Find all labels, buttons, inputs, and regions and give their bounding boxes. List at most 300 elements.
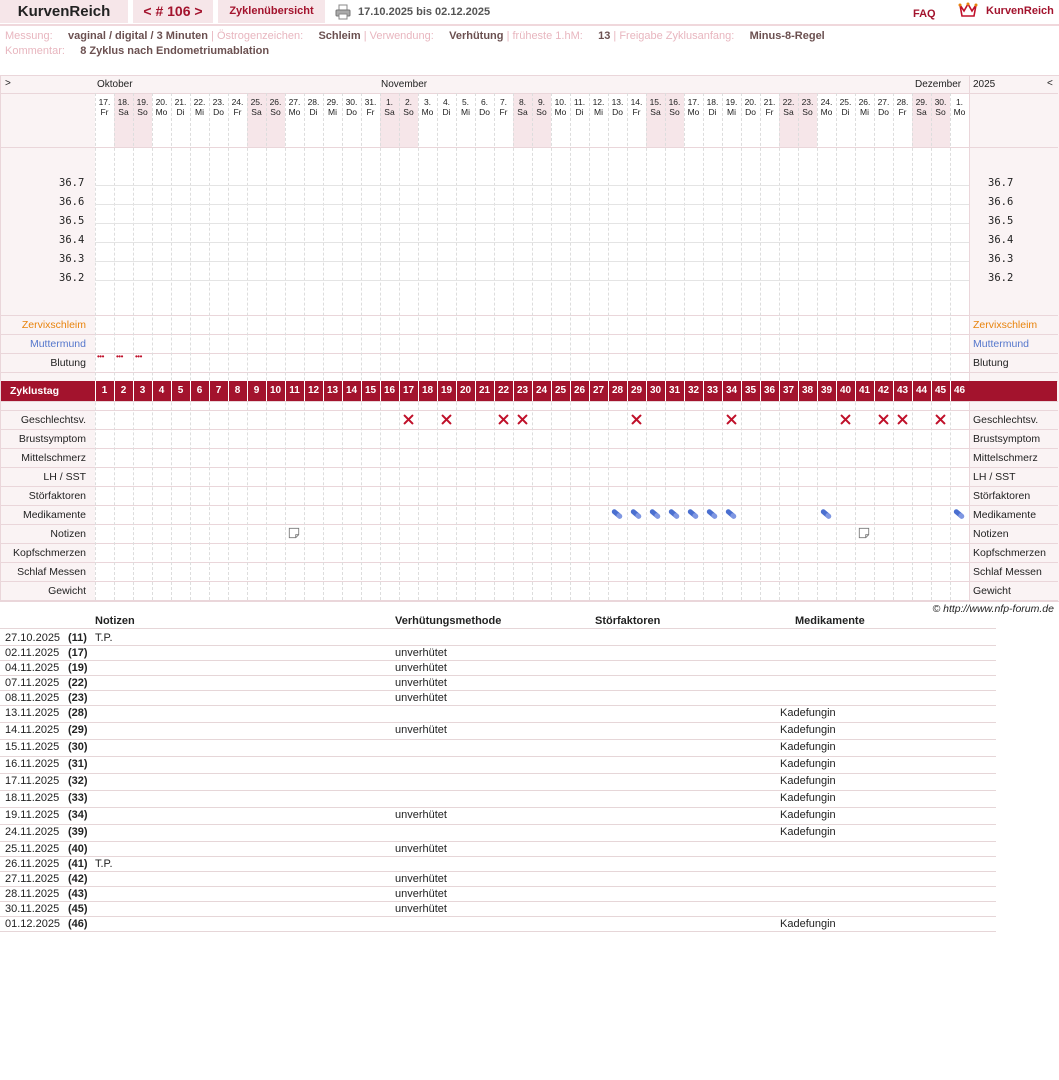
col-header-stoerfaktoren: Störfaktoren: [595, 615, 661, 627]
brand-title[interactable]: KurvenReich: [0, 0, 128, 23]
day-label: [304, 97, 323, 117]
day-weekday: Mi: [727, 107, 736, 117]
row-cycle-day: (17): [68, 647, 88, 659]
verwendung-label: Verwendung:: [369, 30, 434, 42]
row-label-right-geschlechtsv: Geschlechtsv.: [973, 414, 1039, 426]
day-date: 15.: [649, 97, 662, 107]
day-weekday: Sa: [783, 107, 794, 117]
column-line: [665, 93, 666, 600]
row-label-lh: LH / SST: [43, 471, 86, 483]
row-medication: Kadefungin: [780, 741, 836, 753]
pill-icon: [667, 507, 681, 521]
row-cycle-day: (42): [68, 873, 88, 885]
intercourse-x-icon: [517, 414, 528, 425]
day-weekday: Sa: [650, 107, 661, 117]
row-label-kopf: Kopfschmerzen: [13, 547, 86, 559]
cycle-day-number: 15: [364, 385, 377, 396]
table-row: [0, 824, 996, 842]
column-line: [209, 93, 210, 600]
intercourse-x-icon: [897, 414, 908, 425]
measurement-info: [5, 30, 825, 42]
row-date: 16.11.2025: [5, 758, 60, 770]
row-line: [0, 93, 1058, 94]
cycle-day-number: 42: [877, 385, 890, 396]
row-cycle-day: (39): [68, 826, 88, 838]
day-date: 5.: [461, 97, 470, 107]
day-label: [475, 97, 494, 117]
day-date: 27.: [877, 97, 890, 107]
day-label: [399, 97, 418, 117]
verwendung-value: Verhütung: [449, 30, 504, 42]
temp-label-right: 36.3: [988, 253, 1014, 265]
day-date: 4.: [442, 97, 451, 107]
column-line: [931, 93, 932, 600]
temp-gridline: [95, 204, 969, 205]
day-date: 10.: [554, 97, 567, 107]
day-label: [836, 97, 855, 117]
cycle-day-number: 30: [649, 385, 662, 396]
cycle-day-number: 9: [253, 385, 260, 396]
day-weekday: Mo: [421, 107, 434, 117]
row-label-right-zervix: Zervixschleim: [973, 319, 1038, 331]
row-date: 14.11.2025: [5, 724, 60, 736]
faq-link[interactable]: FAQ: [913, 8, 936, 20]
row-medication: Kadefungin: [780, 918, 836, 930]
row-medication: Kadefungin: [780, 707, 836, 719]
column-line: [570, 93, 571, 600]
cycle-day-number: 4: [158, 385, 165, 396]
temp-label-right: 36.2: [988, 272, 1014, 284]
cycle-day-number: 18: [421, 385, 434, 396]
day-label: [798, 97, 817, 117]
pill-icon: [705, 507, 719, 521]
column-line: [380, 93, 381, 600]
nav-right-arrow[interactable]: <: [1047, 78, 1053, 89]
cycle-day-number: 23: [516, 385, 529, 396]
day-date: 30.: [934, 97, 947, 107]
day-label: [627, 97, 646, 117]
day-date: 13.: [611, 97, 624, 107]
cycle-day-number: 37: [782, 385, 795, 396]
day-weekday: Di: [708, 107, 717, 117]
cycle-navigation[interactable]: < # 106 >: [133, 0, 213, 23]
cycle-day-number: 38: [801, 385, 814, 396]
cycle-day-number: 16: [383, 385, 396, 396]
day-date: 21.: [763, 97, 776, 107]
row-method: unverhütet: [395, 724, 447, 736]
day-weekday: Di: [575, 107, 584, 117]
row-line: [0, 581, 1058, 582]
day-date: 7.: [499, 97, 508, 107]
day-weekday: Do: [346, 107, 357, 117]
day-label: [532, 97, 551, 117]
table-row: [0, 739, 996, 757]
column-line: [133, 93, 134, 600]
temp-label-left: 36.5: [59, 215, 85, 227]
row-label-right-medi: Medikamente: [973, 509, 1037, 521]
row-cycle-day: (23): [68, 692, 88, 704]
table-row: [0, 630, 996, 646]
column-line: [171, 93, 172, 600]
row-date: 27.10.2025: [5, 632, 61, 644]
column-line: [741, 93, 742, 600]
day-weekday: So: [270, 107, 281, 117]
day-label: [817, 97, 836, 117]
day-weekday: Mi: [860, 107, 869, 117]
freigabe-label: Freigabe Zyklusanfang:: [619, 30, 735, 42]
day-date: 3.: [423, 97, 432, 107]
column-line: [513, 93, 514, 600]
day-label: [931, 97, 950, 117]
table-row: [0, 871, 996, 887]
cycle-day-number: 34: [725, 385, 738, 396]
intercourse-x-icon: [441, 414, 452, 425]
table-header-line: [0, 628, 996, 629]
day-weekday: Fr: [765, 107, 774, 117]
day-date: 18.: [117, 97, 130, 107]
column-line: [266, 93, 267, 600]
kommentar-label: Kommentar:: [5, 45, 65, 57]
day-weekday: Sa: [384, 107, 395, 117]
day-label: [741, 97, 760, 117]
day-label: [570, 97, 589, 117]
cycle-day-number: 3: [139, 385, 146, 396]
day-date: 20.: [744, 97, 757, 107]
day-date: 24.: [820, 97, 833, 107]
day-weekday: So: [403, 107, 414, 117]
row-cycle-day: (22): [68, 677, 88, 689]
day-date: 16.: [668, 97, 681, 107]
day-date: 26.: [858, 97, 871, 107]
crown-logo-icon[interactable]: [958, 1, 978, 19]
day-label: [855, 97, 874, 117]
day-weekday: Sa: [916, 107, 927, 117]
cycle-day-number: 17: [402, 385, 415, 396]
day-weekday: So: [536, 107, 547, 117]
temp-gridline: [95, 185, 969, 186]
day-date: 23.: [212, 97, 225, 107]
pill-icon: [686, 507, 700, 521]
day-date: 9.: [537, 97, 546, 107]
column-line: [114, 93, 115, 600]
intercourse-x-icon: [726, 414, 737, 425]
row-date: 25.11.2025: [5, 843, 60, 855]
row-method: unverhütet: [395, 677, 447, 689]
row-label-right-mittel: Mittelschmerz: [973, 452, 1038, 464]
table-row: [0, 690, 996, 706]
row-label-muttermund: Muttermund: [29, 338, 86, 350]
cycle-day-number: 33: [706, 385, 719, 396]
day-weekday: Mo: [953, 107, 966, 117]
col-header-medikamente: Medikamente: [795, 615, 865, 627]
messung-label: Messung:: [5, 30, 53, 42]
column-line: [247, 93, 248, 600]
day-date: 27.: [288, 97, 301, 107]
row-method: unverhütet: [395, 888, 447, 900]
copyright[interactable]: © http://www.nfp-forum.de: [932, 603, 1054, 615]
top-bar: [0, 0, 1059, 26]
row-label-right-notizen: Notizen: [973, 528, 1009, 540]
row-note: T.P.: [95, 632, 113, 644]
row-date: 19.11.2025: [5, 809, 60, 821]
cycle-day-number: 32: [687, 385, 700, 396]
kommentar-value: 8 Zyklus nach Endometriumablation: [80, 45, 270, 57]
day-date: 17.: [98, 97, 111, 107]
row-line: [0, 315, 1058, 316]
column-line: [703, 93, 704, 600]
column-line: [532, 93, 533, 600]
cycle-day-number: 25: [554, 385, 567, 396]
row-line: [0, 372, 1058, 373]
cycle-day-number: 1: [101, 385, 108, 396]
row-date: 02.11.2025: [5, 647, 60, 659]
cycle-day-number: 44: [915, 385, 928, 396]
logo-text[interactable]: KurvenReich: [986, 5, 1054, 17]
temp-label-right: 36.5: [988, 215, 1014, 227]
day-date: 28.: [307, 97, 320, 107]
day-weekday: Fr: [898, 107, 907, 117]
separator: |: [211, 30, 217, 42]
column-line: [836, 93, 837, 600]
row-date: 08.11.2025: [5, 692, 60, 704]
column-line: [304, 93, 305, 600]
row-line: [0, 543, 1058, 544]
row-cycle-day: (30): [68, 741, 88, 753]
day-date: 11.: [573, 97, 586, 107]
oestrogen-value: Schleim: [318, 30, 361, 42]
day-label: [665, 97, 684, 117]
month-november: November: [381, 79, 428, 90]
column-line: [494, 93, 495, 600]
day-label: [228, 97, 247, 117]
column-line: [285, 93, 286, 600]
row-line: [0, 467, 1058, 468]
row-label-blutung: Blutung: [50, 357, 86, 369]
day-label: [342, 97, 361, 117]
row-cycle-day: (43): [68, 888, 88, 900]
column-line: [722, 93, 723, 600]
table-row: [0, 660, 996, 676]
column-line: [760, 93, 761, 600]
day-weekday: Do: [745, 107, 756, 117]
pill-icon: [724, 507, 738, 521]
temp-gridline: [95, 223, 969, 224]
cycle-day-number: 26: [573, 385, 586, 396]
row-method: unverhütet: [395, 843, 447, 855]
row-date: 17.11.2025: [5, 775, 60, 787]
day-weekday: Fr: [233, 107, 242, 117]
pill-icon: [610, 507, 624, 521]
column-line: [475, 93, 476, 600]
row-date: 07.11.2025: [5, 677, 60, 689]
row-method: unverhütet: [395, 662, 447, 674]
day-date: 28.: [896, 97, 909, 107]
cycle-day-number: 22: [497, 385, 510, 396]
row-date: 30.11.2025: [5, 903, 60, 915]
freigabe-value: Minus-8-Regel: [749, 30, 825, 42]
day-label: [513, 97, 532, 117]
day-date: 18.: [706, 97, 719, 107]
cycle-day-number: 24: [535, 385, 548, 396]
day-label: [456, 97, 475, 117]
day-weekday: Di: [442, 107, 451, 117]
intercourse-x-icon: [403, 414, 414, 425]
temp-label-right: 36.4: [988, 234, 1014, 246]
day-label: [684, 97, 703, 117]
row-cycle-day: (40): [68, 843, 88, 855]
table-row: [0, 790, 996, 808]
day-date: 14.: [630, 97, 643, 107]
day-weekday: Do: [878, 107, 889, 117]
day-weekday: So: [802, 107, 813, 117]
row-label-zyklustag: Zyklustag: [10, 385, 60, 397]
row-method: unverhütet: [395, 903, 447, 915]
day-weekday: Di: [176, 107, 185, 117]
temp-label-left: 36.3: [59, 253, 85, 265]
temp-gridline: [95, 280, 969, 281]
day-label: [551, 97, 570, 117]
row-line: [0, 524, 1058, 525]
row-label-brust: Brustsymptom: [18, 433, 86, 445]
cycle-day-number: 5: [177, 385, 184, 396]
day-weekday: Di: [309, 107, 318, 117]
day-date: 25.: [250, 97, 263, 107]
date-range: 17.10.2025 bis 02.12.2025: [358, 6, 491, 18]
column-line: [228, 93, 229, 600]
day-weekday: Sa: [118, 107, 129, 117]
separator: |: [613, 30, 620, 42]
row-medication: Kadefungin: [780, 775, 836, 787]
day-date: 6.: [480, 97, 489, 107]
row-date: 01.12.2025: [5, 918, 61, 930]
row-note: T.P.: [95, 858, 113, 870]
row-line: [0, 401, 1058, 402]
day-label: [779, 97, 798, 117]
day-label: [95, 97, 114, 117]
day-date: 2.: [404, 97, 413, 107]
cycle-day-number: 45: [934, 385, 947, 396]
col-header-notizen: Notizen: [95, 615, 135, 627]
intercourse-x-icon: [498, 414, 509, 425]
day-label: [437, 97, 456, 117]
column-line: [684, 93, 685, 600]
row-cycle-day: (19): [68, 662, 88, 674]
cycle-day-number: 29: [630, 385, 643, 396]
table-row: [0, 901, 996, 917]
row-label-right-lh: LH / SST: [973, 471, 1016, 483]
row-medication: Kadefungin: [780, 792, 836, 804]
row-cycle-day: (41): [68, 858, 88, 870]
cycle-day-number: 2: [120, 385, 127, 396]
cycle-day-number: 12: [307, 385, 320, 396]
row-label-mittel: Mittelschmerz: [21, 452, 86, 464]
day-label: [380, 97, 399, 117]
day-label: [247, 97, 266, 117]
day-date: 29.: [326, 97, 339, 107]
pill-icon: [952, 507, 966, 521]
day-label: [912, 97, 931, 117]
row-line: [0, 486, 1058, 487]
cycle-day-number: 20: [459, 385, 472, 396]
cycle-day-number: 13: [326, 385, 339, 396]
table-row: [0, 841, 996, 857]
column-line: [95, 93, 96, 600]
day-weekday: Mo: [288, 107, 301, 117]
day-weekday: Mi: [594, 107, 603, 117]
row-label-gewicht: Gewicht: [48, 585, 86, 597]
pill-icon: [648, 507, 662, 521]
day-weekday: Fr: [100, 107, 109, 117]
printer-icon[interactable]: [335, 4, 351, 20]
temp-label-left: 36.7: [59, 177, 85, 189]
row-cycle-day: (29): [68, 724, 88, 736]
column-line: [323, 93, 324, 600]
temp-gridline: [95, 242, 969, 243]
row-label-zervix: Zervixschleim: [21, 319, 86, 331]
row-label-right-kopf: Kopfschmerzen: [973, 547, 1046, 559]
pill-icon: [819, 507, 833, 521]
day-date: 23.: [801, 97, 814, 107]
column-line: [342, 93, 343, 600]
row-medication: Kadefungin: [780, 724, 836, 736]
column-line: [456, 93, 457, 600]
cycle-overview-link[interactable]: Zyklenübersicht: [218, 0, 325, 23]
column-line: [893, 93, 894, 600]
day-weekday: Do: [612, 107, 623, 117]
day-weekday: Sa: [517, 107, 528, 117]
cycle-day-number: 40: [839, 385, 852, 396]
day-label: [608, 97, 627, 117]
row-medication: Kadefungin: [780, 758, 836, 770]
day-date: 22.: [193, 97, 206, 107]
day-date: 17.: [687, 97, 700, 107]
day-label: [646, 97, 665, 117]
oestrogen-label: Östrogenzeichen:: [216, 30, 304, 42]
day-weekday: Di: [841, 107, 850, 117]
day-label: [418, 97, 437, 117]
row-label-right-gewicht: Gewicht: [973, 585, 1011, 597]
row-date: 15.11.2025: [5, 741, 60, 753]
row-label-right-brust: Brustsymptom: [973, 433, 1041, 445]
column-line: [646, 93, 647, 600]
cycle-day-number: 8: [234, 385, 241, 396]
temp-label-left: 36.4: [59, 234, 85, 246]
column-line: [608, 93, 609, 600]
row-label-geschlechtsv: Geschlechtsv.: [20, 414, 86, 426]
month-dezember: Dezember: [915, 79, 962, 90]
cycle-day-number: 19: [440, 385, 453, 396]
day-label: [893, 97, 912, 117]
day-label: [133, 97, 152, 117]
row-label-right-blutung: Blutung: [973, 357, 1009, 369]
nav-left-arrow[interactable]: >: [5, 78, 11, 89]
row-cycle-day: (45): [68, 903, 88, 915]
day-date: 12.: [592, 97, 605, 107]
day-weekday: Mo: [554, 107, 567, 117]
comment-info: [5, 45, 269, 57]
year-label: 2025: [973, 79, 996, 90]
bleeding-marker: •••: [97, 352, 104, 361]
day-label: [114, 97, 133, 117]
table-row: [0, 645, 996, 661]
separator: |: [363, 30, 370, 42]
day-weekday: So: [137, 107, 148, 117]
cycle-day-number: 14: [345, 385, 358, 396]
bleeding-marker: •••: [135, 352, 142, 361]
day-label: [722, 97, 741, 117]
column-line: [779, 93, 780, 600]
cycle-day-number: 21: [478, 385, 491, 396]
